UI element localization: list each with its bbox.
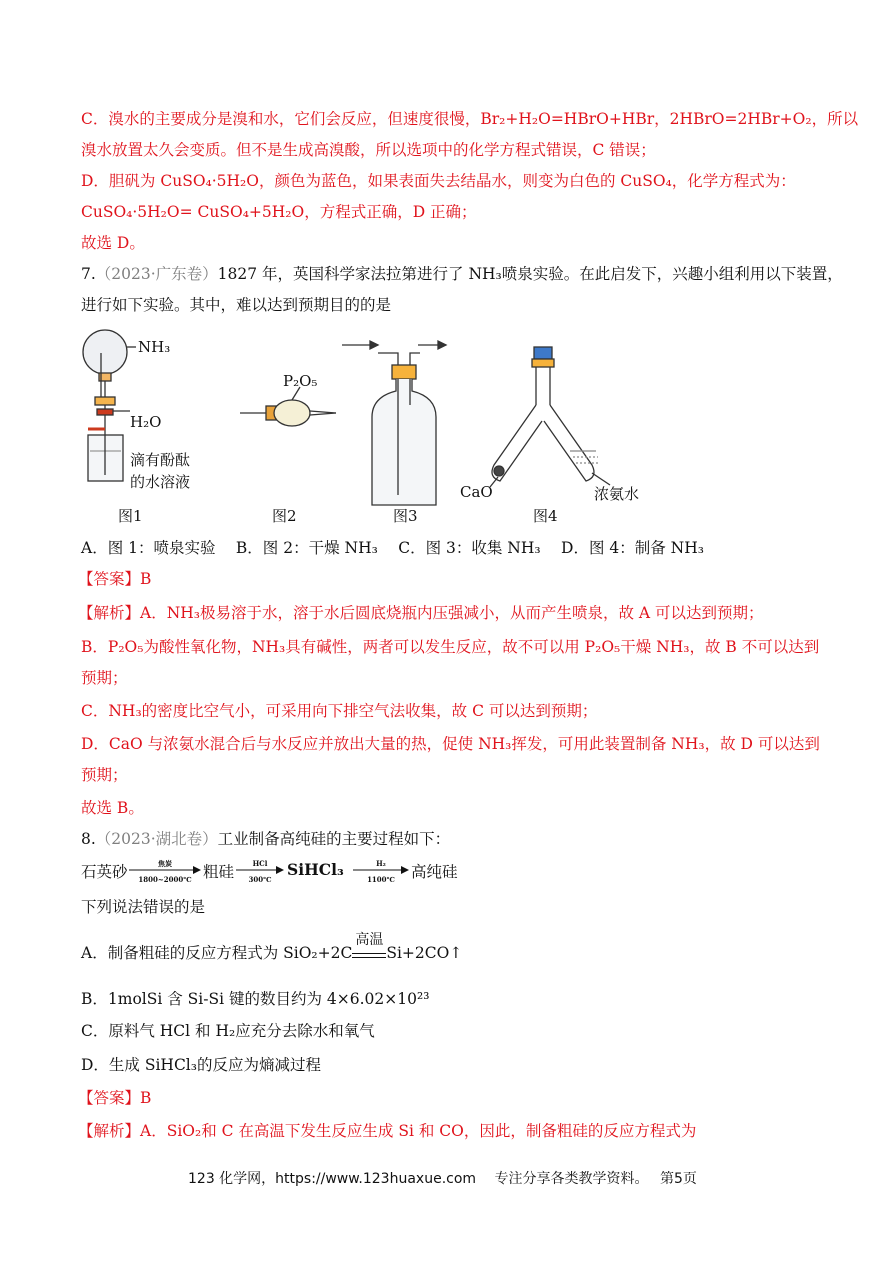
- page-footer: 123 化学网，https://www.123huaxue.com 专注分享各类教学资料。 第5页: [188, 1171, 697, 1187]
- flow-arrow-3-top: H₂: [376, 859, 386, 868]
- fig4-cao-label: CaO: [460, 483, 493, 501]
- question-7-explanation-b1: B．P₂O₅为酸性氧化物，NH₃具有碱性，两者可以发生反应，故不可以用 P₂O₅干燥 NH₃，故 B 不可以达到: [81, 638, 820, 656]
- flow-arrow-3-bottom: 1100℃: [367, 875, 395, 884]
- question-8-explanation-a: 【解析】A．SiO₂和 C 在高温下发生反应生成 Si 和 CO，因此，制备粗硅的反应方程式为: [78, 1122, 697, 1140]
- question-8-option-c: C．原料气 HCl 和 H₂应充分去除水和氧气: [81, 1022, 375, 1040]
- explanation-c-line1: C．溴水的主要成分是溴和水，它们会反应，但速度很慢，Br₂+H₂O=HBrO+HBr，2HBrO=2HBr+O₂，所以: [81, 110, 859, 128]
- question-7-options: A．图 1：喷泉实验 B．图 2：干燥 NH₃ C．图 3：收集 NH₃ D．图 4：制备 NH₃: [81, 539, 704, 557]
- question-7-explanation-c: C．NH₃的密度比空气小，可采用向下排空气法收集，故 C 可以达到预期；: [81, 702, 598, 720]
- choose-d: 故选 D。: [81, 234, 145, 252]
- fig1-indicator-label1: 滴有酚酞: [130, 451, 191, 469]
- question-8-option-d: D．生成 SiHCl₃的反应为熵减过程: [81, 1056, 321, 1074]
- fig4-caption: 图4: [533, 507, 558, 525]
- question-7-choose: 故选 B。: [81, 799, 144, 817]
- flow-arrow-1-top: 焦炭: [158, 859, 172, 868]
- question-7-explanation-d1: D．CaO 与浓氨水混合后与水反应并放出大量的热，促使 NH₃挥发，可用此装置制备 NH₃，故 D 可以达到: [81, 735, 820, 753]
- fig1-indicator-label2: 的水溶液: [130, 473, 191, 491]
- fig2-caption: 图2: [272, 507, 297, 525]
- flow-mid-2: SiHCl₃: [287, 860, 344, 879]
- flow-arrow-2-bottom: 300℃: [248, 875, 272, 884]
- question-8-option-b: B．1molSi 含 Si-Si 键的数目约为 4×6.02×10²³: [81, 990, 430, 1008]
- question-8-answer: 【答案】B: [78, 1089, 152, 1107]
- flow-arrow-3: [353, 860, 409, 886]
- fig1-h2o-label: H₂O: [130, 413, 162, 431]
- fig1-nh3-label: NH₃: [138, 338, 171, 356]
- explanation-c-line2: 溴水放置太久会变质。但不是生成高溴酸，所以选项中的化学方程式错误，C 错误；: [81, 141, 656, 159]
- question-7-source: （2023·广东卷）: [95, 265, 218, 283]
- fig4-y-tube: [490, 347, 610, 487]
- fig1-fountain-apparatus: [83, 330, 136, 481]
- fig4-ammonia-label: 浓氨水: [594, 485, 640, 503]
- question-7-answer: 【答案】B: [78, 570, 152, 588]
- question-7-line2: 进行如下实验。其中，难以达到预期目的的是: [81, 296, 392, 314]
- high-temp-condition: 高温: [355, 932, 384, 948]
- flow-arrow-1-bottom: 1800~2000℃: [138, 875, 192, 884]
- fig1-caption: 图1: [118, 507, 143, 525]
- flow-start: 石英砂: [81, 863, 128, 881]
- question-8-prompt: 下列说法错误的是: [81, 898, 206, 916]
- question-7-explanation-d2: 预期；: [81, 766, 128, 784]
- question-7-explanation-a: 【解析】A．NH₃极易溶于水，溶于水后圆底烧瓶内压强减小，从而产生喷泉，故 A 可以达到预期；: [78, 604, 764, 622]
- question-8-option-a: A．制备粗硅的反应方程式为 SiO₂+2C 高温 Si+2CO↑: [81, 942, 462, 964]
- explanation-d-line1: D．胆矾为 CuSO₄·5H₂O，颜色为蓝色，如果表面失去结晶水，则变为白色的 CuSO₄，化学方程式为：: [81, 172, 796, 190]
- fig2-drying-tube: [240, 387, 336, 426]
- question-8: 8.（2023·湖北卷）工业制备高纯硅的主要过程如下：: [81, 830, 451, 848]
- flow-end: 高纯硅: [411, 863, 458, 881]
- flow-mid-1: 粗硅: [203, 863, 235, 881]
- fig3-caption: 图3: [393, 507, 418, 525]
- flow-arrow-2-top: HCl: [252, 859, 268, 868]
- fig2-p2o5-label: P₂O₅: [283, 372, 318, 390]
- question-7: 7.（2023·广东卷）1827 年，英国科学家法拉第进行了 NH₃喷泉实验。在此启发下，兴趣小组利用以下装置，: [81, 265, 843, 283]
- question-7-explanation-b2: 预期；: [81, 669, 128, 687]
- flow-arrow-1: [129, 860, 201, 886]
- apparatus-figures: [80, 325, 690, 530]
- flow-arrow-2: [236, 860, 284, 886]
- explanation-d-line2: CuSO₄·5H₂O= CuSO₄+5H₂O，方程式正确，D 正确；: [81, 203, 477, 221]
- question-8-source: （2023·湖北卷）: [95, 830, 218, 848]
- fig3-gas-bottle: [342, 341, 446, 505]
